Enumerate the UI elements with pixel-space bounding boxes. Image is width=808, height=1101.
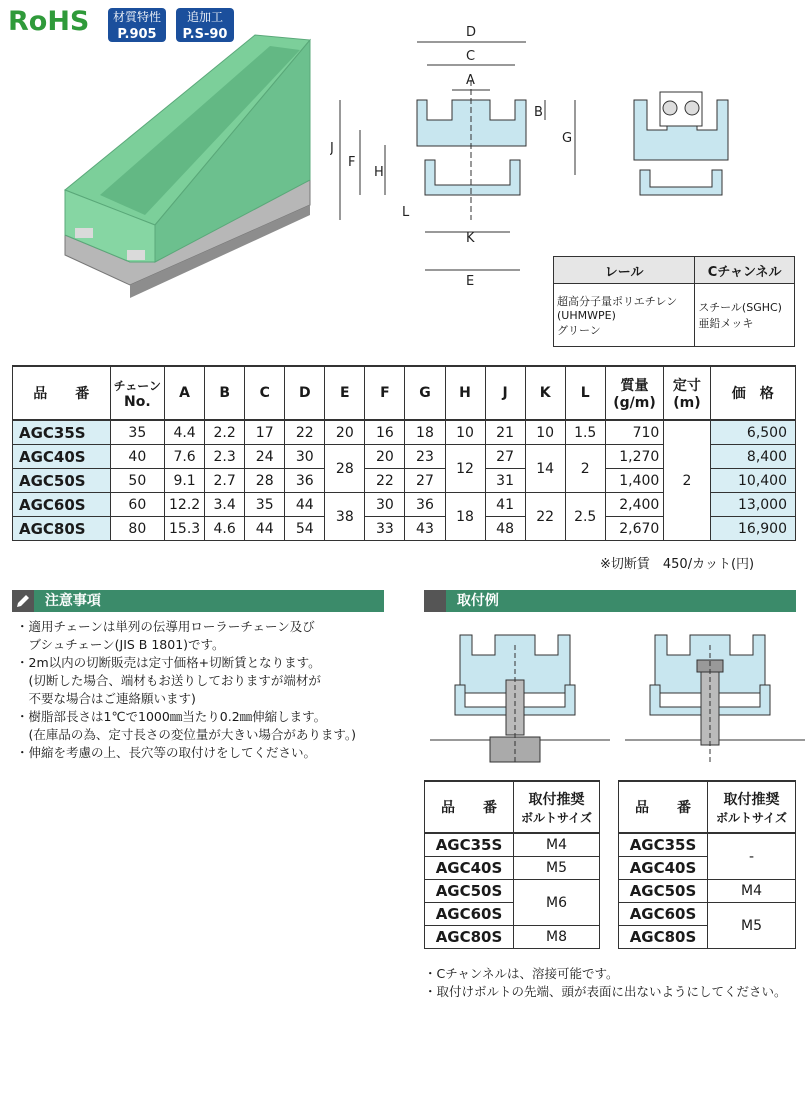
dim-label-e: E	[466, 274, 475, 289]
material-channel-cell	[695, 284, 795, 347]
b-cell: 4.6	[205, 517, 245, 541]
f-cell: 30	[365, 493, 405, 517]
mass-cell: 2,670	[605, 517, 664, 541]
bolt-cell: -	[708, 833, 796, 880]
part-number: AGC50S	[619, 880, 708, 903]
e-cell: 38	[325, 493, 365, 541]
cautions-title: 注意事項	[44, 593, 101, 609]
badge-line2: P.S-90	[182, 27, 228, 42]
caution-line: ・2m以内の切断販売は定寸価格+切断賃となります。	[16, 655, 321, 670]
a-cell: 9.1	[165, 469, 205, 493]
part-number: AGC60S	[13, 493, 111, 517]
dim-label-f: F	[348, 155, 356, 170]
section-marker-icon	[424, 590, 446, 612]
bolt-cell: M6	[514, 880, 600, 926]
table-row	[425, 833, 600, 857]
dim-label-d: D	[466, 25, 477, 40]
header-bolt-size: 取付推奨 ボルトサイズ	[514, 781, 600, 833]
mass-cell: 1,270	[605, 445, 664, 469]
g-cell: 27	[405, 469, 445, 493]
h-cell: 10	[445, 420, 485, 445]
price-cell: 6,500	[710, 420, 795, 445]
header-g: G	[405, 366, 445, 420]
a-cell: 7.6	[165, 445, 205, 469]
d-cell: 22	[285, 420, 325, 445]
caution-line: 不要な場合はご連絡願います)	[16, 691, 196, 706]
l-cell: 1.5	[565, 420, 605, 445]
header-price: 価 格	[710, 366, 795, 420]
badge-line1: 材質特性	[112, 10, 161, 24]
dim-label-l: L	[402, 205, 410, 220]
dim-label-a: A	[466, 73, 475, 88]
part-number: AGC40S	[425, 857, 514, 880]
price-cell: 16,900	[710, 517, 795, 541]
cautions-list	[16, 618, 356, 762]
l-cell: 2	[565, 445, 605, 493]
b-cell: 2.2	[205, 420, 245, 445]
table-row	[619, 880, 796, 903]
bolt-cell: M4	[708, 880, 796, 903]
caution-line: (切断した場合、端材もお送りしておりますが端材が	[16, 673, 321, 688]
j-cell: 21	[485, 420, 525, 445]
dim-label-g: G	[562, 131, 573, 146]
rohs-label: RoHS	[8, 6, 90, 37]
material-header-rail: レール	[554, 257, 695, 284]
header-part-no: 品 番	[13, 366, 111, 420]
g-cell: 23	[405, 445, 445, 469]
mounting-example-bolt-from-below	[430, 625, 610, 765]
k-cell: 22	[525, 493, 565, 541]
chain-no-cell: 80	[110, 517, 164, 541]
caution-line: ・樹脂部長さは1℃で1000㎜当たり0.2㎜伸縮します。	[16, 709, 327, 724]
d-cell: 30	[285, 445, 325, 469]
part-number: AGC40S	[13, 445, 111, 469]
chain-no-cell: 50	[110, 469, 164, 493]
part-number: AGC60S	[425, 903, 514, 926]
header-j: J	[485, 366, 525, 420]
caution-line: ブシュチェーン(JIS B 1801)です。	[16, 637, 225, 652]
header-b: B	[205, 366, 245, 420]
mounting-footnotes	[424, 965, 787, 1001]
dim-label-b: B	[534, 105, 543, 120]
header-bolt-size: 取付推奨 ボルトサイズ	[708, 781, 796, 833]
part-number: AGC35S	[619, 833, 708, 857]
part-number: AGC80S	[13, 517, 111, 541]
e-cell: 20	[325, 420, 365, 445]
g-cell: 18	[405, 420, 445, 445]
d-cell: 54	[285, 517, 325, 541]
table-row	[425, 880, 600, 903]
bolt-cell: M4	[514, 833, 600, 857]
c-cell: 44	[245, 517, 285, 541]
spec-table	[12, 365, 796, 541]
caution-line: ・伸縮を考慮の上、長穴等の取付けをしてください。	[16, 745, 317, 760]
header-length: 定寸 (m)	[664, 366, 710, 420]
caution-line: (在庫品の為、定寸長さの変位量が大きい場合があります。)	[16, 727, 357, 742]
cutting-fee-note: ※切断賃 450/カット(円)	[600, 557, 755, 572]
table-row	[425, 857, 600, 880]
k-cell: 14	[525, 445, 565, 493]
part-number: AGC80S	[619, 926, 708, 949]
c-cell: 28	[245, 469, 285, 493]
table-row	[13, 420, 796, 445]
f-cell: 16	[365, 420, 405, 445]
header-f: F	[365, 366, 405, 420]
mounting-header	[424, 590, 796, 612]
h-cell: 12	[445, 445, 485, 493]
part-number: AGC50S	[425, 880, 514, 903]
c-cell: 35	[245, 493, 285, 517]
chain-no-cell: 60	[110, 493, 164, 517]
footnote-line: ・Cチャンネルは、溶接可能です。	[424, 966, 619, 981]
material-channel-line: スチール(SGHC)	[698, 301, 782, 314]
j-cell: 31	[485, 469, 525, 493]
part-number: AGC35S	[425, 833, 514, 857]
header-chain-no: チェーン No.	[110, 366, 164, 420]
badge-line2: P.905	[117, 27, 157, 42]
dim-label-j: J	[330, 141, 334, 156]
header-d: D	[285, 366, 325, 420]
header-a: A	[165, 366, 205, 420]
header-l: L	[565, 366, 605, 420]
j-cell: 27	[485, 445, 525, 469]
f-cell: 33	[365, 517, 405, 541]
pencil-icon	[12, 590, 34, 612]
bolt-size-table-left	[424, 780, 600, 949]
header-k: K	[525, 366, 565, 420]
header-mass: 質量 (g/m)	[605, 366, 664, 420]
header-c: C	[245, 366, 285, 420]
j-cell: 41	[485, 493, 525, 517]
header-h: H	[445, 366, 485, 420]
table-row	[425, 926, 600, 949]
d-cell: 44	[285, 493, 325, 517]
h-cell: 18	[445, 493, 485, 541]
product-image	[55, 30, 315, 330]
badge-line1: 追加工	[186, 10, 223, 24]
cautions-header	[12, 590, 384, 612]
a-cell: 15.3	[165, 517, 205, 541]
chain-no-cell: 40	[110, 445, 164, 469]
l-cell: 2.5	[565, 493, 605, 541]
price-cell: 8,400	[710, 445, 795, 469]
header-part-no: 品 番	[619, 781, 708, 833]
price-cell: 13,000	[710, 493, 795, 517]
material-rail-line: グリーン	[557, 323, 601, 337]
mounting-example-bolt-from-above	[625, 625, 805, 765]
c-cell: 24	[245, 445, 285, 469]
part-number: AGC80S	[425, 926, 514, 949]
g-cell: 43	[405, 517, 445, 541]
chain-no-cell: 35	[110, 420, 164, 445]
dim-label-c: C	[466, 49, 476, 64]
f-cell: 20	[365, 445, 405, 469]
bolt-cell: M5	[708, 903, 796, 949]
caution-line: ・適用チェーンは単列の伝導用ローラーチェーン及び	[16, 619, 315, 634]
b-cell: 2.7	[205, 469, 245, 493]
part-number: AGC35S	[13, 420, 111, 445]
mass-cell: 1,400	[605, 469, 664, 493]
material-channel-line: 亜鉛メッキ	[698, 317, 754, 330]
length-cell: 2	[664, 420, 710, 541]
b-cell: 2.3	[205, 445, 245, 469]
part-number: AGC40S	[619, 857, 708, 880]
price-cell: 10,400	[710, 469, 795, 493]
part-number: AGC60S	[619, 903, 708, 926]
material-table	[553, 256, 795, 347]
f-cell: 22	[365, 469, 405, 493]
a-cell: 4.4	[165, 420, 205, 445]
material-rail-cell	[554, 284, 695, 347]
e-cell: 28	[325, 445, 365, 493]
material-header-channel: Cチャンネル	[695, 257, 795, 284]
assembly-drawing	[632, 90, 732, 200]
bolt-cell: M8	[514, 926, 600, 949]
j-cell: 48	[485, 517, 525, 541]
table-row	[619, 903, 796, 926]
d-cell: 36	[285, 469, 325, 493]
a-cell: 12.2	[165, 493, 205, 517]
b-cell: 3.4	[205, 493, 245, 517]
footnote-line: ・取付けボルトの先端、頭が表面に出ないようにしてください。	[424, 984, 787, 999]
material-rail-line: (UHMWPE)	[557, 308, 616, 322]
header-e: E	[325, 366, 365, 420]
c-cell: 17	[245, 420, 285, 445]
part-number: AGC50S	[13, 469, 111, 493]
g-cell: 36	[405, 493, 445, 517]
dim-label-k: K	[466, 231, 475, 246]
mounting-title: 取付例	[456, 593, 499, 609]
cross-section-drawing	[330, 20, 600, 290]
dim-label-h: H	[374, 165, 384, 180]
mass-cell: 2,400	[605, 493, 664, 517]
mass-cell: 710	[605, 420, 664, 445]
bolt-size-table-right	[618, 780, 796, 949]
k-cell: 10	[525, 420, 565, 445]
bolt-cell: M5	[514, 857, 600, 880]
material-rail-line: 超高分子量ポリエチレン	[557, 294, 678, 308]
header-part-no: 品 番	[425, 781, 514, 833]
table-row	[619, 833, 796, 857]
